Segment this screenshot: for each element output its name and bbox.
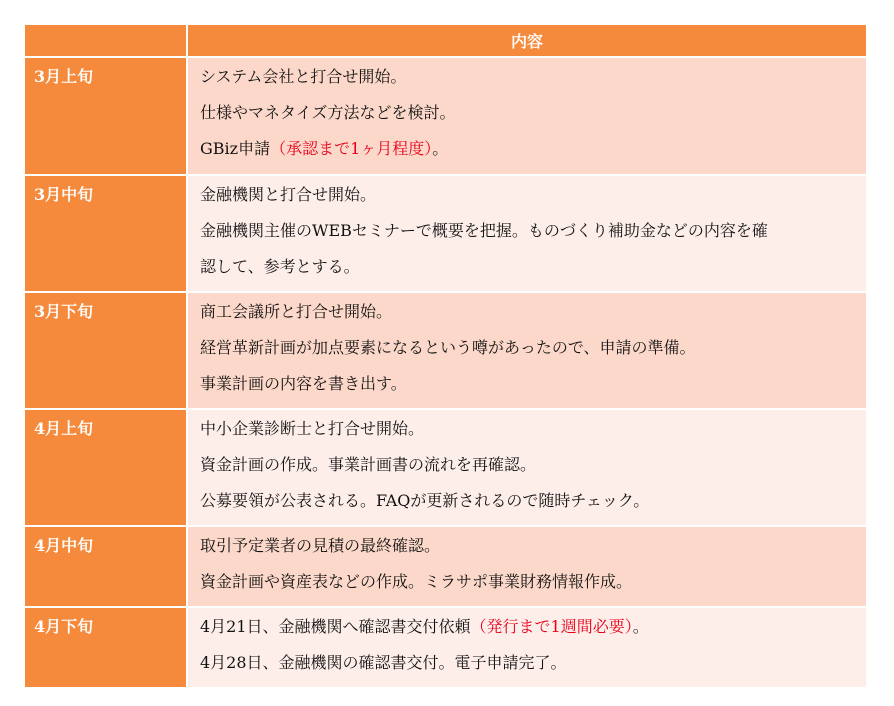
content-cell <box>188 176 866 293</box>
content-line: 経営革新計画が加点要素になるという噂があったので、申請の準備。 <box>200 338 696 357</box>
content-cell <box>188 527 866 608</box>
content-line: 金融機関と打合せ開始。 <box>200 185 377 204</box>
highlight-text: （承認まで1ヶ月程度） <box>270 139 433 158</box>
content-cell <box>188 608 866 689</box>
header-row <box>25 25 866 58</box>
table-row <box>25 608 866 689</box>
content-line: 公募要領が公表される。FAQが更新されるので随時チェック。 <box>200 491 650 510</box>
table-row <box>25 58 866 176</box>
period-cell: 3月下旬 <box>25 293 188 410</box>
content-line: 資金計画や資産表などの作成。ミラサポ事業財務情報作成。 <box>200 572 633 591</box>
content-line: 商工会議所と打合せ開始。 <box>200 302 393 321</box>
content-line <box>200 131 866 167</box>
content-text: GBiz申請 <box>200 139 271 158</box>
content-cell <box>188 293 866 410</box>
content-line: 認して、参考とする。 <box>200 257 360 276</box>
period-cell: 3月上旬 <box>25 58 188 176</box>
highlight-text: （発行まで1週間必要） <box>470 617 633 636</box>
table-row <box>25 410 866 527</box>
period-cell: 4月中旬 <box>25 527 188 608</box>
period-cell: 3月中旬 <box>25 176 188 293</box>
content-cell <box>188 410 866 527</box>
header-period <box>25 25 188 58</box>
period-cell: 4月下旬 <box>25 608 188 689</box>
table-row <box>25 293 866 410</box>
content-line: 事業計画の内容を書き出す。 <box>200 374 407 393</box>
content-line: 資金計画の作成。事業計画書の流れを再確認。 <box>200 455 537 474</box>
content-line: 4月28日、金融機関の確認書交付。電子申請完了。 <box>200 653 567 672</box>
content-cell <box>188 58 866 176</box>
content-line: システム会社と打合せ開始。 <box>200 67 407 86</box>
header-content: 内容 <box>188 25 866 58</box>
content-line <box>200 609 866 645</box>
suffix-text: 。 <box>632 617 649 636</box>
table-row <box>25 527 866 608</box>
content-line: 金融機関主催のWEBセミナーで概要を把握。ものづくり補助金などの内容を確 <box>200 221 768 240</box>
content-text: 4月21日、金融機関へ確認書交付依頼 <box>200 617 471 636</box>
suffix-text: 。 <box>432 139 449 158</box>
content-line: 仕様やマネタイズ方法などを検討。 <box>200 103 456 122</box>
period-cell: 4月上旬 <box>25 410 188 527</box>
table-row <box>25 176 866 293</box>
content-line: 中小企業診断士と打合せ開始。 <box>200 419 425 438</box>
content-line: 取引予定業者の見積の最終確認。 <box>200 536 441 555</box>
schedule-table <box>25 25 866 689</box>
